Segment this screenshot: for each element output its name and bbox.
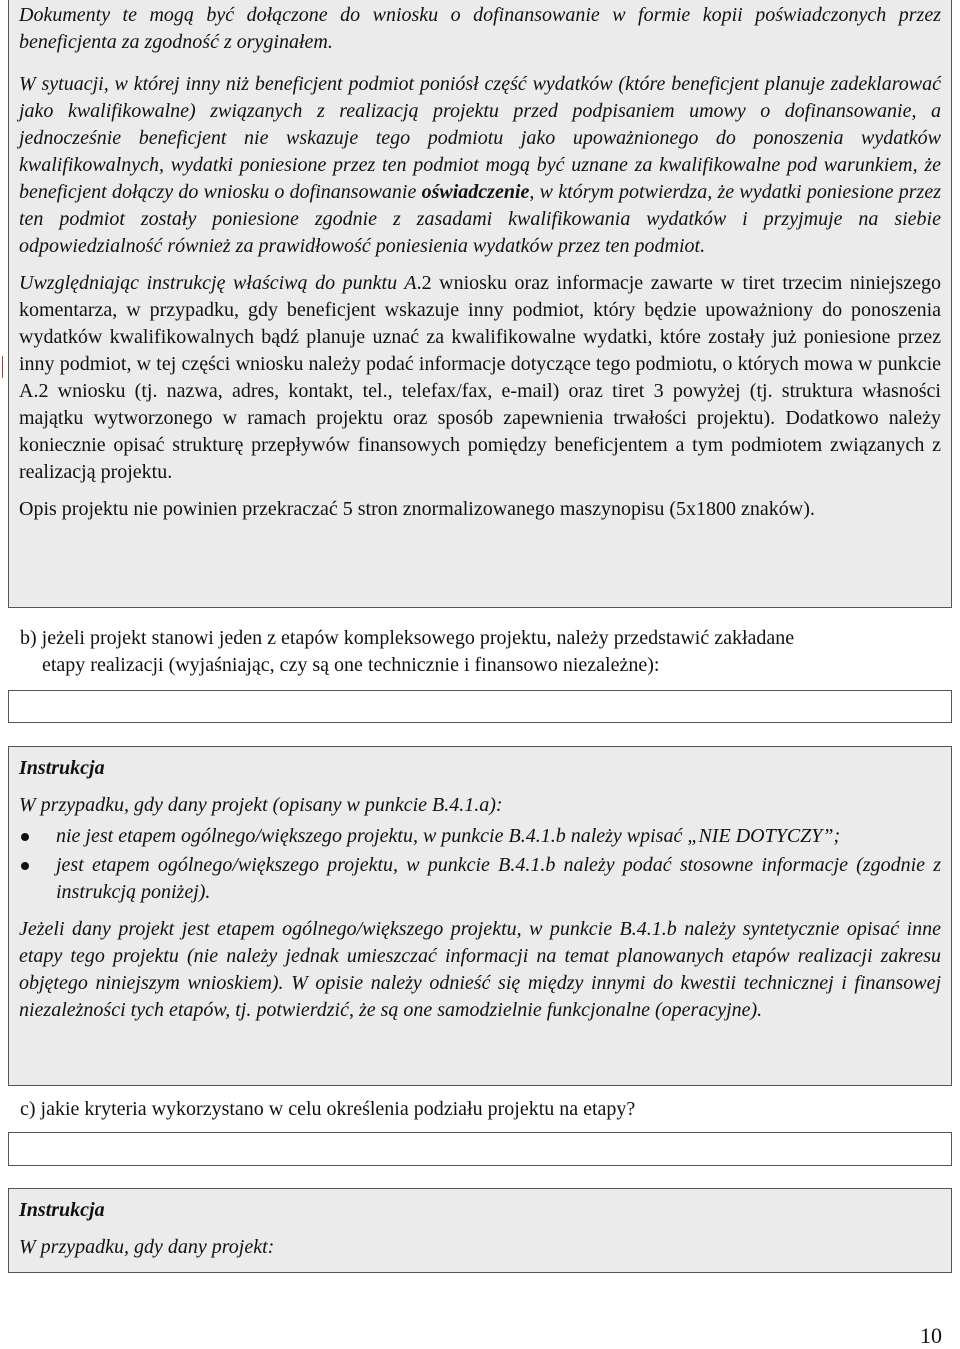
paragraph-other-entity-expenses — [19, 71, 941, 260]
question-b-line1: b) jeżeli projekt stanowi jeden z etapów kompleksowego projektu, należy przedstawić zakładane — [20, 627, 795, 649]
emphasis-statement: oświadczenie — [421, 181, 530, 203]
question-b — [20, 625, 945, 679]
instruction-heading: Instrukcja — [19, 757, 105, 779]
instruction-box-continued — [8, 0, 952, 608]
question-b-line2: etapy realizacji (wyjaśniając, czy są one technicznie i finansowo niezależne): — [42, 654, 660, 676]
text-segment: W sytuacji, w której inny niż beneficjent podmiot poniósł część wydatków (które beneficjent planuje zadeklarować jako kwalifikowalne) związanych z realizacją projektu przed podpisaniem umowy o dofinansowanie, a jednocześnie beneficjent nie wskazuje tego podmiotu jako upoważnionego do ponoszenia wydatków kwalifikowalnych, wydatki poniesione przez ten podmiot mogą być uznane za kwalifikowalne pod warunkiem, że beneficjent dołączy do wniosku o dofinansowanie — [19, 73, 941, 203]
instruction-paragraph: Jeżeli dany projekt jest etapem ogólnego/większego projektu, w punkcie B.4.1.b należy syntetycznie opisać inne etapy tego projektu (nie należy jednak umieszczać informacji na temat planowanych etapów realizacji zakresu objętego niniejszym wnioskiem). W opisie należy odnieść się między innymi do kwestii technicznej i finansowej niezależności tych etapów, tj. potwierdzić, że są one samodzielnie funkcjonalne (operacyjne). — [19, 918, 941, 1021]
instruction-heading: Instrukcja — [19, 1199, 105, 1221]
paragraph-instruction-a2 — [19, 270, 941, 486]
instruction-intro: W przypadku, gdy dany projekt: — [19, 1236, 275, 1258]
text-segment: .2 wniosku oraz informacje zawarte w tiret trzecim niniejszego komentarza, w przypadku, gdy beneficjent wskazuje inny podmiot, który będzie upoważniony do ponoszenia wydatków kwalifikowalnych bądź planuje uznać za kwalifikowalne wydatki, które zostały już poniesione przez inny podmiot, w tej części wniosku należy podać informacje dotyczące tego podmiotu, o których mowa w punkcie A.2 wniosku (tj. nazwa, adres, kontakt, tel., telefax/fax, e-mail) oraz tiret 3 powyżej (tj. struktura własności majątku wytworzonego w ramach projektu oraz sposób zapewnienia trwałości projektu). Dodatkowo należy koniecznie opisać strukturę przepływów finansowych pomiędzy beneficjentem a tym podmiotem związanych z realizacją projektu. — [19, 272, 941, 483]
bullet-text: nie jest etapem ogólnego/większego projektu, w punkcie B.4.1.b należy wpisać „NIE DOTYCZY”; — [56, 825, 841, 847]
instruction-intro: W przypadku, gdy dany projekt (opisany w punkcie B.4.1.a): — [19, 794, 503, 816]
revision-margin-mark — [2, 356, 3, 378]
paragraph-documents-copies: Dokumenty te mogą być dołączone do wniosku o dofinansowanie w formie kopii poświadczonych przez beneficjenta za zgodność z oryginałem. — [19, 4, 941, 53]
question-c: c) jakie kryteria wykorzystano w celu określenia podziału projektu na etapy? — [20, 1098, 636, 1120]
bullet-icon — [21, 833, 29, 841]
text-segment: , w którym potwierdza, że wydatki poniesione przez ten podmiot zostały poniesione zgodnie z zasadami kwalifikowania wydatków i przyjmuje na siebie odpowiedzialność również za prawidłowość poniesienia wydatków przez ten podmiot. — [19, 181, 941, 257]
answer-field-c[interactable] — [8, 1132, 952, 1166]
answer-field-b[interactable] — [8, 690, 952, 723]
bullet-icon — [21, 862, 29, 870]
instruction-box-c — [8, 1188, 952, 1273]
text-segment: Uwzględniając instrukcję właściwą do punktu A — [19, 272, 417, 294]
list-item — [19, 823, 941, 850]
instruction-box-b — [8, 746, 952, 1086]
bullet-text: jest etapem ogólnego/większego projektu, w punkcie B.4.1.b należy podać stosowne informacje (zgodnie z instrukcją poniżej). — [56, 854, 941, 903]
instruction-bullet-list — [19, 823, 941, 906]
list-item — [19, 852, 941, 906]
paragraph-page-limit: Opis projektu nie powinien przekraczać 5 stron znormalizowanego maszynopisu (5x1800 znaków). — [19, 498, 815, 520]
page-number: 10 — [920, 1323, 942, 1348]
